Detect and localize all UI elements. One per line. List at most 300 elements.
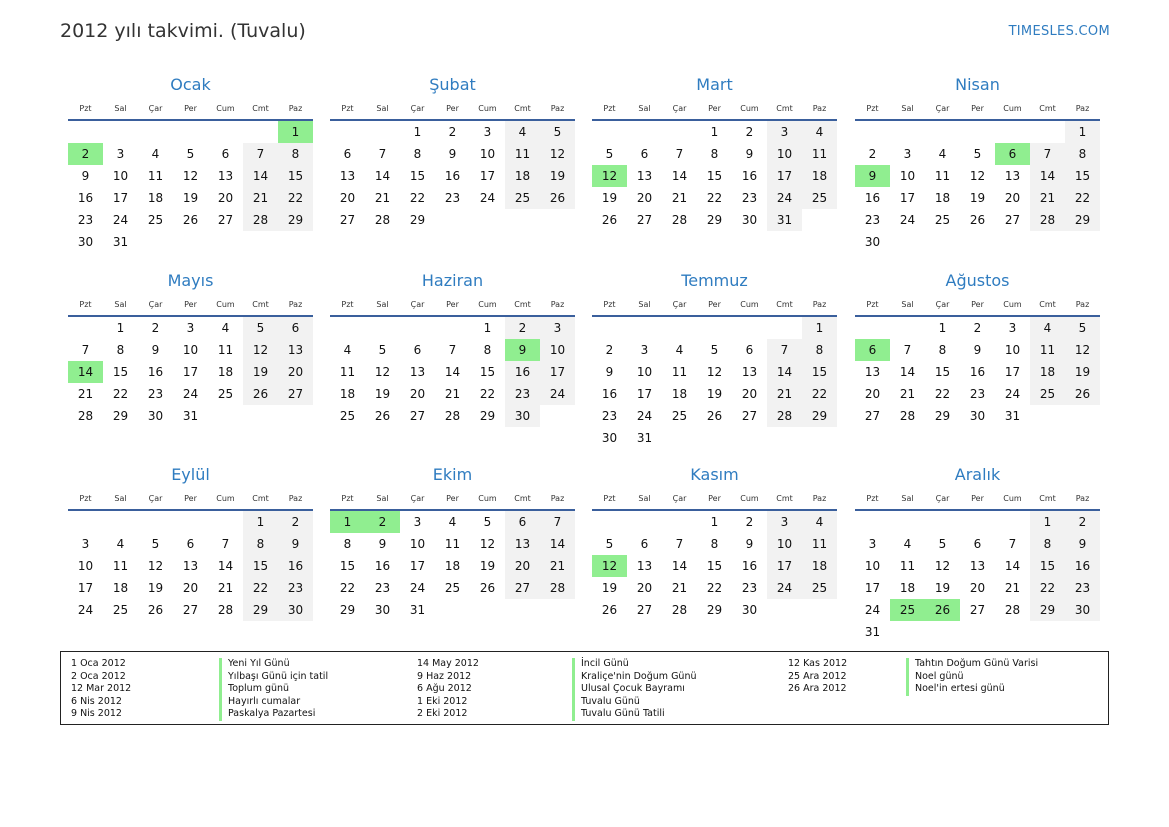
weekday-label: Pzt [603, 104, 616, 113]
empty-day-cell [960, 511, 995, 533]
day-cell: 10 [1004, 343, 1021, 357]
weekend-day-cell: 14 [243, 165, 278, 187]
legend-date: 12 Kas 2012 [788, 658, 848, 669]
weekend-day-cell: 18 [802, 165, 837, 187]
legend-date-column [417, 658, 479, 721]
day-cell: 2 [605, 343, 614, 357]
day-cell: 27 [636, 603, 653, 617]
holiday-day-cell: 6 [855, 339, 890, 361]
day-cell: 28 [1004, 603, 1021, 617]
weekday-header [592, 298, 837, 312]
day-cell: 17 [409, 559, 426, 573]
day-cell: 2 [448, 125, 457, 139]
day-cell: 13 [182, 559, 199, 573]
empty-day-cell [103, 511, 138, 533]
weekend-day-cell: 6 [278, 317, 313, 339]
day-cell: 5 [378, 343, 387, 357]
weekday-label: Cmt [252, 104, 269, 113]
weekday-label: Çar [148, 494, 163, 503]
day-cell: 24 [182, 387, 199, 401]
legend-date: 2 Oca 2012 [71, 670, 126, 682]
day-cell: 31 [864, 625, 881, 639]
day-cell: 24 [409, 581, 426, 595]
weekend-day-cell: 2 [505, 317, 540, 339]
day-cell: 20 [182, 581, 199, 595]
day-cell: 23 [601, 409, 618, 423]
holiday-day-cell: 12 [592, 165, 627, 187]
day-cell: 30 [374, 603, 391, 617]
weekday-label: Paz [812, 494, 827, 503]
month-calendar [855, 74, 1100, 253]
weekend-day-cell: 4 [802, 511, 837, 533]
day-cell: 7 [448, 343, 457, 357]
weekend-day-cell: 24 [540, 383, 575, 405]
day-cell: 28 [374, 213, 391, 227]
holiday-day-cell: 2 [365, 511, 400, 533]
weekend-day-cell: 4 [802, 121, 837, 143]
empty-day-cell [995, 511, 1030, 533]
empty-day-cell [960, 121, 995, 143]
weekday-label: Çar [935, 300, 950, 309]
day-cell: 20 [741, 387, 758, 401]
day-cell: 30 [969, 409, 986, 423]
day-cell: 15 [409, 169, 426, 183]
empty-day-cell [925, 511, 960, 533]
holiday-day-cell: 1 [278, 121, 313, 143]
day-cell: 14 [1004, 559, 1021, 573]
day-cell: 12 [934, 559, 951, 573]
weekday-label: Per [446, 104, 459, 113]
weekday-label: Paz [550, 104, 565, 113]
day-cell: 25 [339, 409, 356, 423]
month-calendar [855, 270, 1100, 427]
day-cell: 18 [934, 191, 951, 205]
holiday-day-cell: 1 [330, 511, 365, 533]
day-cell: 9 [973, 343, 982, 357]
day-cell: 14 [899, 365, 916, 379]
weekend-day-cell: 14 [1030, 165, 1065, 187]
day-cell: 27 [339, 213, 356, 227]
day-cell: 26 [601, 213, 618, 227]
day-cell: 11 [899, 559, 916, 573]
month-name: Nisan [955, 75, 1000, 94]
day-cell: 17 [899, 191, 916, 205]
weekend-day-cell: 1 [1030, 511, 1065, 533]
weekday-label: Per [184, 494, 197, 503]
weekend-day-cell: 21 [243, 187, 278, 209]
weekend-day-cell: 20 [278, 361, 313, 383]
legend-holiday-name: Tuvalu Günü [572, 696, 697, 709]
month-name: Şubat [429, 75, 476, 94]
weekday-label: Cmt [514, 300, 531, 309]
month-name: Mayıs [167, 271, 214, 290]
weekday-label: Paz [1075, 494, 1090, 503]
weekend-day-cell: 5 [540, 121, 575, 143]
weekend-day-cell: 5 [243, 317, 278, 339]
weekend-day-cell: 3 [540, 317, 575, 339]
day-grid [68, 121, 313, 253]
weekend-day-cell: 2 [278, 511, 313, 533]
weekend-day-cell: 26 [1065, 383, 1100, 405]
month-name: Ocak [170, 75, 211, 94]
day-cell: 8 [413, 147, 422, 161]
empty-day-cell [767, 317, 802, 339]
day-cell: 15 [706, 169, 723, 183]
day-cell: 10 [409, 537, 426, 551]
day-cell: 6 [413, 343, 422, 357]
day-cell: 10 [636, 365, 653, 379]
weekend-day-cell: 10 [767, 143, 802, 165]
day-cell: 6 [221, 147, 230, 161]
day-cell: 11 [217, 343, 234, 357]
empty-day-cell [890, 121, 925, 143]
weekend-day-cell: 7 [243, 143, 278, 165]
day-cell: 7 [81, 343, 90, 357]
day-cell: 22 [706, 191, 723, 205]
legend-holiday-name: Paskalya Pazartesi [219, 708, 328, 721]
day-cell: 22 [409, 191, 426, 205]
empty-day-cell [592, 121, 627, 143]
empty-day-cell [138, 511, 173, 533]
weekend-day-cell: 28 [767, 405, 802, 427]
day-cell: 19 [601, 581, 618, 595]
day-cell: 13 [1004, 169, 1021, 183]
weekday-label: Pzt [341, 300, 354, 309]
legend-date: 26 Ara 2012 [788, 683, 847, 695]
day-cell: 24 [77, 603, 94, 617]
month-name: Kasım [690, 465, 739, 484]
day-cell: 8 [938, 343, 947, 357]
day-cell: 13 [636, 559, 653, 573]
weekday-header [330, 298, 575, 312]
day-cell: 10 [864, 559, 881, 573]
empty-day-cell [662, 317, 697, 339]
weekday-label: Çar [672, 494, 687, 503]
day-cell: 17 [182, 365, 199, 379]
weekend-day-cell: 23 [505, 383, 540, 405]
weekend-day-cell: 1 [1065, 121, 1100, 143]
day-cell: 25 [147, 213, 164, 227]
weekday-label: Paz [550, 300, 565, 309]
day-cell: 27 [969, 603, 986, 617]
weekday-label: Paz [812, 104, 827, 113]
day-cell: 20 [969, 581, 986, 595]
weekend-day-cell: 28 [1030, 209, 1065, 231]
day-cell: 27 [1004, 213, 1021, 227]
empty-day-cell [662, 511, 697, 533]
day-cell: 8 [710, 147, 719, 161]
empty-day-cell [627, 121, 662, 143]
day-cell: 2 [868, 147, 877, 161]
day-cell: 23 [77, 213, 94, 227]
weekday-label: Per [446, 494, 459, 503]
weekend-day-cell: 10 [540, 339, 575, 361]
day-cell: 15 [339, 559, 356, 573]
day-cell: 7 [378, 147, 387, 161]
day-cell: 28 [671, 603, 688, 617]
day-cell: 7 [675, 147, 684, 161]
weekend-day-cell: 24 [767, 577, 802, 599]
weekend-day-cell: 10 [767, 533, 802, 555]
day-cell: 17 [864, 581, 881, 595]
weekend-day-cell: 11 [802, 533, 837, 555]
weekend-day-cell: 8 [802, 339, 837, 361]
day-cell: 20 [636, 191, 653, 205]
weekday-label: Paz [288, 494, 303, 503]
day-cell: 16 [147, 365, 164, 379]
weekday-label: Çar [935, 494, 950, 503]
day-cell: 18 [339, 387, 356, 401]
day-cell: 27 [741, 409, 758, 423]
day-cell: 26 [479, 581, 496, 595]
day-cell: 28 [77, 409, 94, 423]
weekday-label: Sal [901, 494, 914, 503]
day-cell: 15 [706, 559, 723, 573]
legend-holiday-name: Ulusal Çocuk Bayramı [572, 683, 697, 696]
day-cell: 17 [1004, 365, 1021, 379]
day-cell: 2 [745, 125, 754, 139]
weekend-day-cell: 28 [540, 577, 575, 599]
legend-holiday-name: Yeni Yıl Günü [219, 658, 328, 671]
empty-day-cell [208, 121, 243, 143]
day-grid [592, 121, 837, 231]
day-cell: 25 [444, 581, 461, 595]
holiday-legend [60, 651, 1109, 725]
day-cell: 26 [969, 213, 986, 227]
weekday-label: Cmt [252, 494, 269, 503]
weekend-day-cell: 1 [802, 317, 837, 339]
empty-day-cell [732, 317, 767, 339]
weekday-label: Çar [410, 104, 425, 113]
day-cell: 14 [671, 169, 688, 183]
holiday-day-cell: 25 [890, 599, 925, 621]
day-cell: 11 [147, 169, 164, 183]
day-cell: 6 [640, 147, 649, 161]
day-cell: 14 [444, 365, 461, 379]
day-cell: 23 [969, 387, 986, 401]
day-cell: 10 [182, 343, 199, 357]
day-cell: 27 [636, 213, 653, 227]
day-cell: 9 [378, 537, 387, 551]
weekday-label: Cum [1003, 104, 1022, 113]
day-cell: 28 [671, 213, 688, 227]
day-cell: 5 [483, 515, 492, 529]
weekday-label: Per [971, 104, 984, 113]
weekend-day-cell: 29 [243, 599, 278, 621]
day-cell: 3 [116, 147, 125, 161]
day-cell: 22 [934, 387, 951, 401]
day-cell: 4 [116, 537, 125, 551]
empty-day-cell [592, 317, 627, 339]
day-cell: 19 [182, 191, 199, 205]
day-cell: 5 [710, 343, 719, 357]
day-cell: 15 [479, 365, 496, 379]
weekend-day-cell: 29 [802, 405, 837, 427]
weekend-day-cell: 22 [1030, 577, 1065, 599]
day-cell: 8 [710, 537, 719, 551]
day-cell: 9 [745, 537, 754, 551]
weekend-day-cell: 27 [505, 577, 540, 599]
holiday-day-cell: 6 [995, 143, 1030, 165]
day-cell: 23 [864, 213, 881, 227]
day-cell: 27 [864, 409, 881, 423]
day-cell: 17 [77, 581, 94, 595]
weekday-header [68, 102, 313, 116]
weekday-header [855, 298, 1100, 312]
weekend-day-cell: 12 [540, 143, 575, 165]
day-cell: 28 [899, 409, 916, 423]
weekend-day-cell: 9 [1065, 533, 1100, 555]
weekday-label: Per [708, 104, 721, 113]
day-cell: 14 [374, 169, 391, 183]
month-name: Aralık [954, 465, 1001, 484]
day-cell: 29 [706, 603, 723, 617]
empty-day-cell [592, 511, 627, 533]
day-cell: 26 [706, 409, 723, 423]
day-cell: 13 [409, 365, 426, 379]
weekday-label: Sal [638, 494, 651, 503]
day-cell: 19 [969, 191, 986, 205]
day-grid [68, 511, 313, 621]
weekend-day-cell: 29 [278, 209, 313, 231]
day-cell: 27 [217, 213, 234, 227]
day-cell: 8 [483, 343, 492, 357]
day-cell: 1 [413, 125, 422, 139]
empty-day-cell [995, 121, 1030, 143]
day-cell: 17 [112, 191, 129, 205]
weekday-label: Pzt [79, 104, 92, 113]
weekend-day-cell: 8 [243, 533, 278, 555]
empty-day-cell [400, 317, 435, 339]
weekday-label: Paz [1075, 300, 1090, 309]
day-cell: 30 [147, 409, 164, 423]
weekend-day-cell: 31 [767, 209, 802, 231]
weekend-day-cell: 21 [540, 555, 575, 577]
weekday-label: Cum [740, 494, 759, 503]
day-cell: 31 [112, 235, 129, 249]
weekday-label: Paz [288, 300, 303, 309]
weekend-day-cell: 23 [278, 577, 313, 599]
weekday-label: Sal [114, 300, 127, 309]
legend-date: 9 Haz 2012 [417, 670, 472, 682]
weekday-label: Cum [216, 104, 235, 113]
day-cell: 24 [112, 213, 129, 227]
weekday-label: Sal [114, 494, 127, 503]
empty-day-cell [855, 121, 890, 143]
weekend-day-cell: 1 [243, 511, 278, 533]
weekday-header [68, 298, 313, 312]
weekday-label: Per [446, 300, 459, 309]
day-cell: 4 [343, 343, 352, 357]
legend-date: 12 Mar 2012 [71, 683, 132, 695]
day-cell: 22 [112, 387, 129, 401]
day-cell: 4 [151, 147, 160, 161]
day-cell: 26 [374, 409, 391, 423]
day-cell: 21 [444, 387, 461, 401]
weekend-day-cell: 11 [505, 143, 540, 165]
empty-day-cell [627, 317, 662, 339]
legend-holiday-name: İncil Günü [572, 658, 697, 671]
weekend-day-cell: 25 [802, 577, 837, 599]
empty-day-cell [173, 121, 208, 143]
weekday-label: Sal [901, 104, 914, 113]
empty-day-cell [138, 121, 173, 143]
weekend-day-cell: 18 [802, 555, 837, 577]
weekday-label: Cum [740, 104, 759, 113]
weekday-label: Çar [410, 300, 425, 309]
weekend-day-cell: 22 [1065, 187, 1100, 209]
month-calendar [592, 74, 837, 231]
month-calendar [855, 464, 1100, 643]
day-cell: 6 [343, 147, 352, 161]
day-cell: 3 [868, 537, 877, 551]
day-cell: 16 [601, 387, 618, 401]
day-cell: 29 [934, 409, 951, 423]
day-cell: 19 [706, 387, 723, 401]
weekend-day-cell: 19 [243, 361, 278, 383]
weekday-label: Pzt [866, 300, 879, 309]
day-cell: 15 [112, 365, 129, 379]
holiday-day-cell: 9 [855, 165, 890, 187]
weekend-day-cell: 29 [1065, 209, 1100, 231]
day-cell: 19 [934, 581, 951, 595]
day-cell: 29 [706, 213, 723, 227]
empty-day-cell [890, 511, 925, 533]
day-cell: 21 [899, 387, 916, 401]
day-cell: 6 [186, 537, 195, 551]
day-cell: 14 [217, 559, 234, 573]
day-cell: 27 [409, 409, 426, 423]
weekend-day-cell: 19 [540, 165, 575, 187]
day-cell: 8 [343, 537, 352, 551]
day-cell: 20 [339, 191, 356, 205]
weekday-label: Pzt [603, 300, 616, 309]
legend-date: 1 Oca 2012 [71, 658, 126, 669]
weekend-day-cell: 8 [1030, 533, 1065, 555]
day-cell: 8 [116, 343, 125, 357]
weekend-day-cell: 30 [278, 599, 313, 621]
weekend-day-cell: 7 [1030, 143, 1065, 165]
legend-date: 1 Eki 2012 [417, 695, 468, 707]
day-cell: 18 [147, 191, 164, 205]
weekday-label: Cum [216, 300, 235, 309]
month-calendar [68, 464, 313, 621]
empty-day-cell [330, 121, 365, 143]
holiday-day-cell: 14 [68, 361, 103, 383]
day-cell: 26 [601, 603, 618, 617]
site-link[interactable]: TIMESLES.COM [1008, 24, 1110, 39]
day-cell: 16 [969, 365, 986, 379]
weekend-day-cell: 14 [540, 533, 575, 555]
weekday-label: Çar [148, 104, 163, 113]
day-cell: 23 [741, 191, 758, 205]
month-name: Eylül [171, 465, 210, 484]
day-cell: 19 [479, 559, 496, 573]
weekend-day-cell: 3 [767, 121, 802, 143]
day-cell: 18 [899, 581, 916, 595]
weekend-day-cell: 12 [1065, 339, 1100, 361]
day-cell: 17 [479, 169, 496, 183]
weekend-day-cell: 30 [505, 405, 540, 427]
weekend-day-cell: 17 [767, 165, 802, 187]
day-cell: 25 [671, 409, 688, 423]
day-cell: 13 [864, 365, 881, 379]
page-title: 2012 yılı takvimi. (Tuvalu) [60, 20, 306, 42]
day-cell: 5 [973, 147, 982, 161]
day-cell: 24 [899, 213, 916, 227]
weekday-label: Pzt [603, 494, 616, 503]
month-name: Mart [696, 75, 733, 94]
